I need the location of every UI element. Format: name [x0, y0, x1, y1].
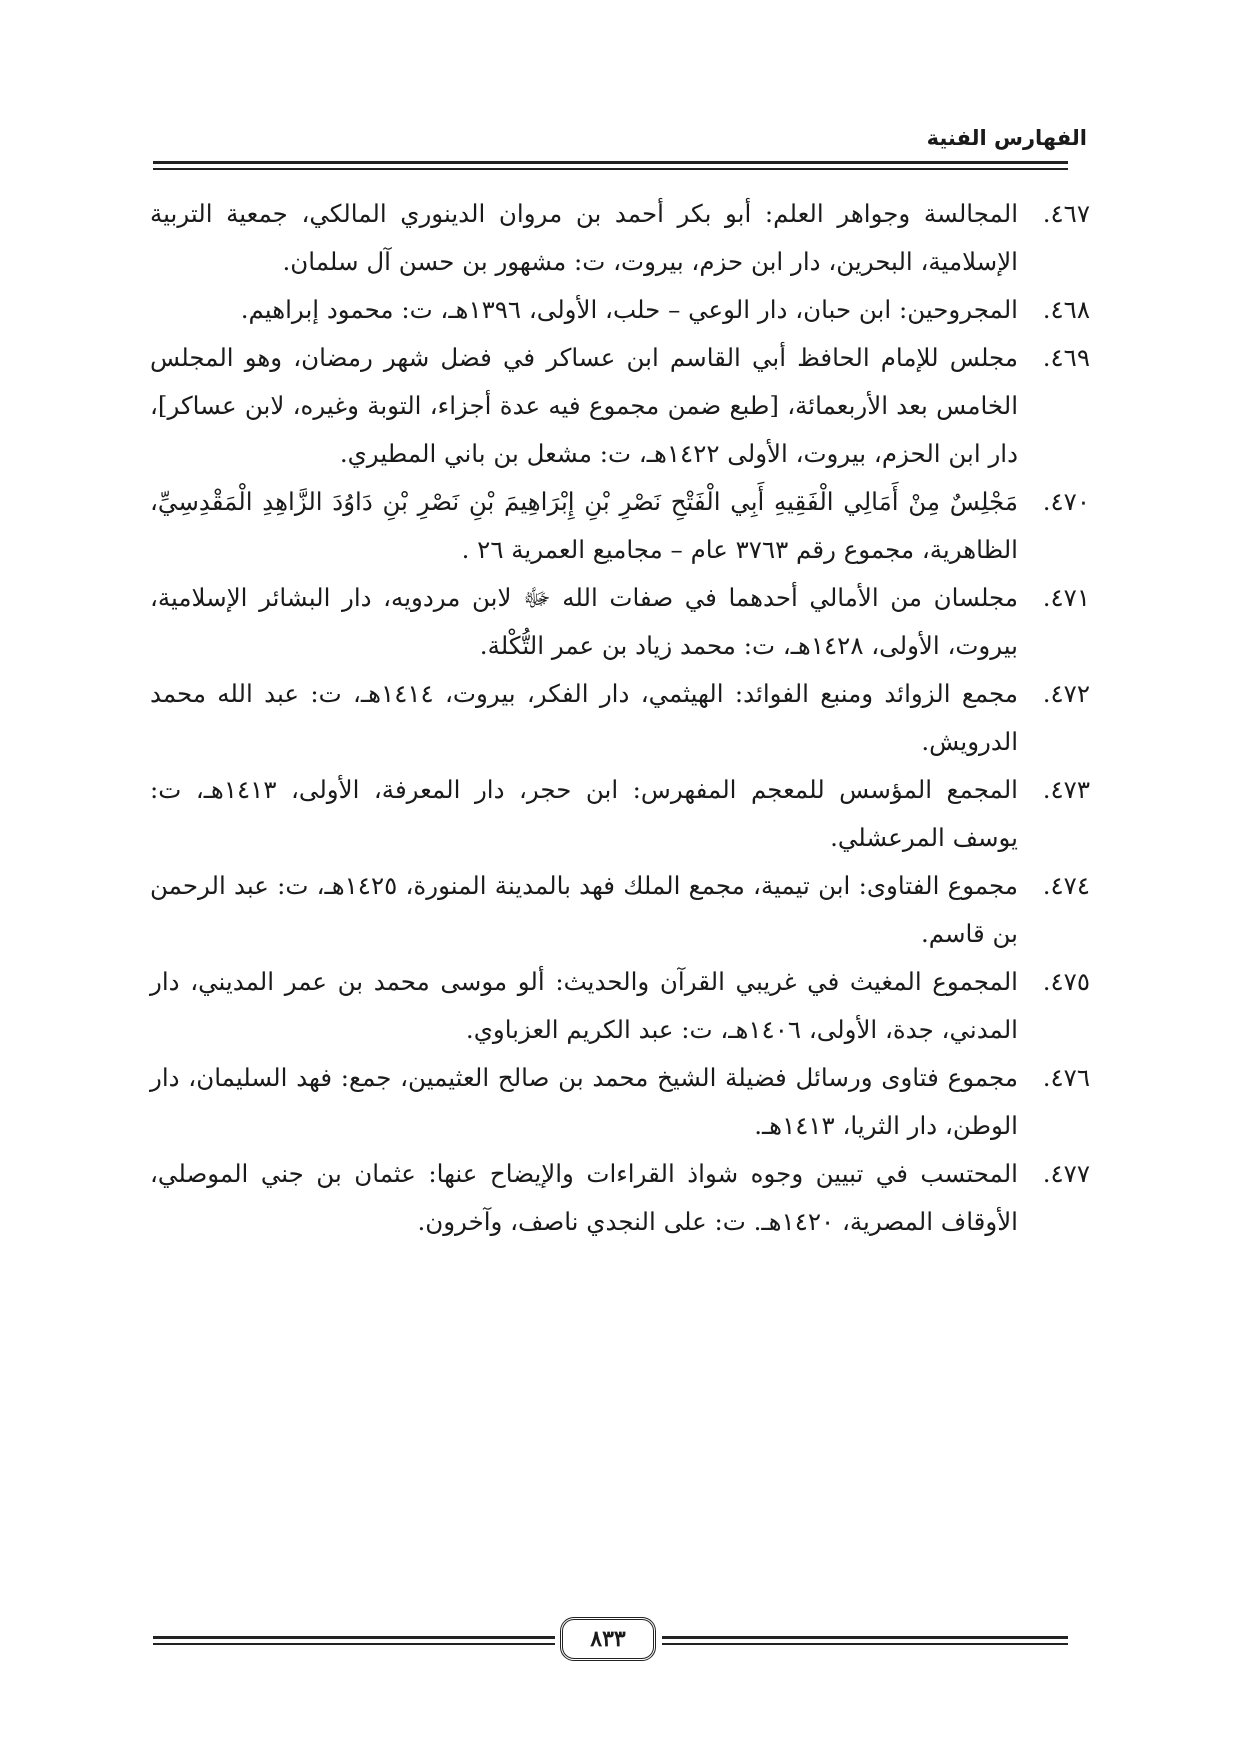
- entry-text: المجالسة وجواهر العلم: أبو بكر أحمد بن مروان الدينوري المالكي، جمعية التربية الإسلامية، البحرين، دار ابن حزم، بيروت، ت: مشهور بن حسن آل سلمان.: [150, 199, 1018, 276]
- entry-number: ٤٧٧.: [1042, 1159, 1090, 1188]
- bibliography-entry: [150, 862, 1090, 958]
- bibliography-entry: [150, 190, 1090, 286]
- page-number: ٨٣٣: [560, 1617, 656, 1661]
- entry-text: مجموع فتاوى ورسائل فضيلة الشيخ محمد بن صالح العثيمين، جمع: فهد السليمان، دار الوطن، دار الثريا، ١٤١٣هـ.: [150, 1063, 1018, 1140]
- footer-rule: [153, 1636, 555, 1639]
- entry-number: ٤٦٧.: [1042, 199, 1090, 228]
- bibliography-entry: [150, 334, 1090, 478]
- bibliography-entry: [150, 574, 1090, 670]
- entry-text: مجموع الفتاوى: ابن تيمية، مجمع الملك فهد بالمدينة المنورة، ١٤٢٥هـ، ت: عبد الرحمن بن قاسم.: [150, 871, 1018, 948]
- bibliography-entry: [150, 958, 1090, 1054]
- bibliography-entry: [150, 766, 1090, 862]
- entry-text: مَجْلِسٌ مِنْ أَمَالِي الْفَقِيهِ أَبِي الْفَتْحِ نَصْرِ بْنِ إِبْرَاهِيمَ بْنِ نَصْرِ بْنِ دَاوُدَ الزَّاهِدِ الْمَقْدِسِيِّ، الظاهرية، مجموع رقم ٣٧٦٣ عام – مجاميع العمرية ٢٦ .: [150, 487, 1018, 564]
- header-rule-thin: [153, 168, 1068, 170]
- entry-number: ٤٧٣.: [1042, 775, 1090, 804]
- bibliography-entry: [150, 478, 1090, 574]
- bibliography-entry: [150, 1054, 1090, 1150]
- entry-text: المحتسب في تبيين وجوه شواذ القراءات والإيضاح عنها: عثمان بن جني الموصلي، الأوقاف المصرية، ١٤٢٠هـ. ت: على النجدي ناصف، وآخرون.: [150, 1159, 1018, 1236]
- entry-number: ٤٧٤.: [1042, 871, 1090, 900]
- footer-rule: [662, 1643, 1068, 1645]
- bibliography-list: [150, 190, 1090, 1246]
- entry-number: ٤٦٨.: [1042, 295, 1090, 324]
- header-rule-thick: [153, 161, 1068, 164]
- bibliography-entry: [150, 286, 1090, 334]
- running-header-title: الفهارس الفنية: [926, 126, 1087, 150]
- entry-number: ٤٧٥.: [1042, 967, 1090, 996]
- entry-text: مجمع الزوائد ومنبع الفوائد: الهيثمي، دار الفكر، بيروت، ١٤١٤هـ، ت: عبد الله محمد الدرويش.: [150, 679, 1018, 756]
- entry-text: مجلسان من الأمالي أحدهما في صفات الله ﷻ لابن مردويه، دار البشائر الإسلامية، بيروت، الأولى، ١٤٢٨هـ، ت: محمد زياد بن عمر التُّكْلة.: [150, 583, 1018, 660]
- entry-number: ٤٧٦.: [1042, 1063, 1090, 1092]
- bibliography-entry: [150, 670, 1090, 766]
- entry-text: المجمع المؤسس للمعجم المفهرس: ابن حجر، دار المعرفة، الأولى، ١٤١٣هـ، ت: يوسف المرعشلي.: [150, 775, 1018, 852]
- entry-number: ٤٦٩.: [1042, 343, 1090, 372]
- entry-number: ٤٧٠.: [1042, 487, 1090, 516]
- entry-text: مجلس للإمام الحافظ أبي القاسم ابن عساكر في فضل شهر رمضان، وهو المجلس الخامس بعد الأربعمائة، [طبع ضمن مجموع فيه عدة أجزاء، التوبة وغيره، لابن عساكر]، دار ابن الحزم، بيروت، الأولى ١٤٢٢هـ، ت: مشعل بن باني المطيري.: [150, 343, 1018, 468]
- entry-text: المجموع المغيث في غريبي القرآن والحديث: ألو موسى محمد بن عمر المديني، دار المدني، جدة، الأولى، ١٤٠٦هـ، ت: عبد الكريم العزباوي.: [150, 967, 1018, 1044]
- footer-rule: [153, 1643, 555, 1645]
- entry-number: ٤٧٢.: [1042, 679, 1090, 708]
- entry-number: ٤٧١.: [1042, 583, 1090, 612]
- bibliography-entry: [150, 1150, 1090, 1246]
- footer-rule: [662, 1636, 1068, 1639]
- entry-text: المجروحين: ابن حبان، دار الوعي – حلب، الأولى، ١٣٩٦هـ، ت: محمود إبراهيم.: [240, 295, 1018, 324]
